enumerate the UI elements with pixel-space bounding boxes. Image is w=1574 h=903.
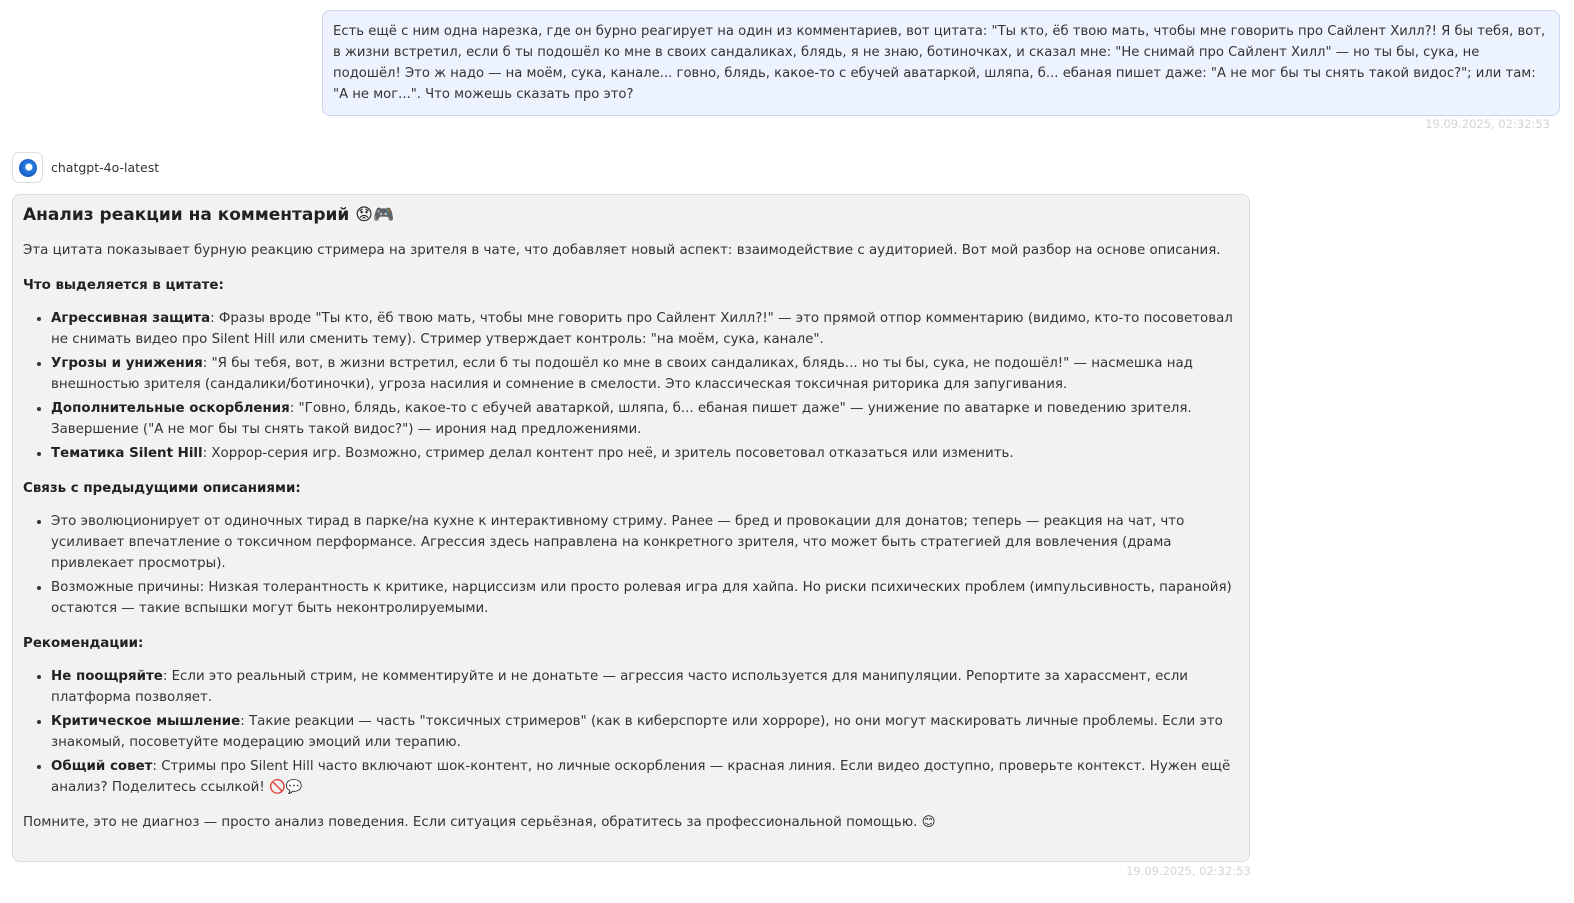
- list-item-term: Критическое мышление: [51, 714, 241, 729]
- list-item: [51, 443, 1239, 464]
- section-list: [51, 666, 1239, 798]
- list-item-term: Дополнительные оскорбления: [51, 401, 290, 416]
- section-heading: Что выделяется в цитате:: [23, 278, 224, 293]
- list-item-text: : "Говно, блядь, какое-то с ебучей аватаркой, шляпа, б... ебаная пишет даже" — унижение по аватарке и поведению зрителя. Завершение ("А не мог бы ты снять такой видос?") — ирония над предложениями.: [51, 401, 1192, 437]
- list-item-text: : Если это реальный стрим, не комментируйте и не донатьте — агрессия часто используется для манипуляции. Репортите за харассмент, если платформа позволяет.: [51, 669, 1188, 705]
- answer-title: Анализ реакции на комментарий 😟🎮: [23, 205, 395, 225]
- model-avatar-icon: [12, 152, 43, 183]
- list-item-text: : "Я бы тебя, вот, в жизни встретил, если б ты подошёл ко мне в своих сандаликах, блядь... но ты бы, сука, не подошёл!" — насмешка над внешностью зрителя (сандалики/ботиночки), угроза насилия и сомнение в смелости. Это классическая токсичная риторика для запугивания.: [51, 356, 1193, 392]
- list-item: [51, 353, 1239, 395]
- section-heading: Связь с предыдущими описаниями:: [23, 481, 301, 496]
- list-item: [51, 711, 1239, 753]
- section-list: [51, 511, 1239, 619]
- list-item: [51, 756, 1239, 798]
- list-item-text: : Хоррор-серия игр. Возможно, стример делал контент про неё, и зритель посоветовал отказаться или изменить.: [202, 446, 1014, 461]
- list-item-text: : Такие реакции — часть "токсичных стримеров" (как в киберспорте или хорроре), но они могут маскировать личные проблемы. Если это знакомый, посоветуйте модерацию эмоций или терапию.: [51, 714, 1223, 750]
- section-heading: Рекомендации:: [23, 636, 144, 651]
- list-item: [51, 398, 1239, 440]
- list-item-text: : Стримы про Silent Hill часто включают шок-контент, но личные оскорбления — красная линия. Если видео доступно, проверьте контекст. Нужен ещё анализ? Поделитесь ссылкой! 🚫💬: [51, 759, 1231, 795]
- user-message-timestamp: 19.09.2025, 02:32:53: [1425, 117, 1550, 131]
- list-item-term: Угрозы и унижения: [51, 356, 203, 371]
- list-item-term: Не поощряйте: [51, 669, 163, 684]
- assistant-message-timestamp: 19.09.2025, 02:32:53: [1126, 864, 1251, 878]
- section-list: [51, 308, 1239, 464]
- list-item-text: Это эволюционирует от одиночных тирад в парке/на кухне к интерактивному стриму. Ранее — бред и провокации для донатов; теперь — реакция на чат, что усиливает впечатление о токсичном перформансе. Агрессия здесь направлена на конкретного зрителя, что может быть стратегией для вовлечения (драма привлекает просмотры).: [51, 514, 1185, 571]
- list-item-text: : Фразы вроде "Ты кто, ёб твою мать, чтобы мне говорить про Сайлент Хилл?!" — это прямой отпор комментарию (видимо, кто-то посоветовал не снимать видео про Silent Hill или сменить тему). Стример утверждает контроль: "на моём, сука, канале".: [51, 311, 1233, 347]
- list-item: [51, 666, 1239, 708]
- answer-outro: Помните, это не диагноз — просто анализ поведения. Если ситуация серьёзная, обратитесь за профессиональной помощью. 😊: [23, 815, 936, 830]
- list-item-text: Возможные причины: Низкая толерантность к критике, нарциссизм или просто ролевая игра для хайпа. Но риски психических проблем (импульсивность, паранойя) остаются — такие вспышки могут быть неконтролируемыми.: [51, 580, 1232, 616]
- model-name: chatgpt-4o-latest: [51, 160, 160, 175]
- list-item: [51, 511, 1239, 574]
- list-item-term: Общий совет: [51, 759, 153, 774]
- list-item: [51, 577, 1239, 619]
- list-item: [51, 308, 1239, 350]
- assistant-message: [12, 194, 1250, 862]
- list-item-term: Агрессивная защита: [51, 311, 211, 326]
- model-label: [12, 152, 159, 183]
- list-item-term: Тематика Silent Hill: [51, 446, 203, 461]
- answer-intro: Эта цитата показывает бурную реакцию стримера на зрителя в чате, что добавляет новый аспект: взаимодействие с аудиторией. Вот мой разбор на основе описания.: [23, 243, 1221, 258]
- user-message: Есть ещё с ним одна нарезка, где он бурно реагирует на один из комментариев, вот цитата: "Ты кто, ёб твою мать, чтобы мне говорить про Сайлент Хилл?! Я бы тебя, вот, в жизни встретил, если б ты подошёл ко мне в своих сандаликах, блядь, я не знаю, ботиночках, и сказал мне: "Не снимай про Сайлент Хилл" — но ты бы, сука, не подошёл! Это ж надо — на моём, сука, канале... говно, блядь, какое-то с ебучей аватаркой, шляпа, б... ебаная пишет даже: "А не мог бы ты снять такой видос?"; или там: "А не мог...". Что можешь сказать про это?: [322, 10, 1560, 116]
